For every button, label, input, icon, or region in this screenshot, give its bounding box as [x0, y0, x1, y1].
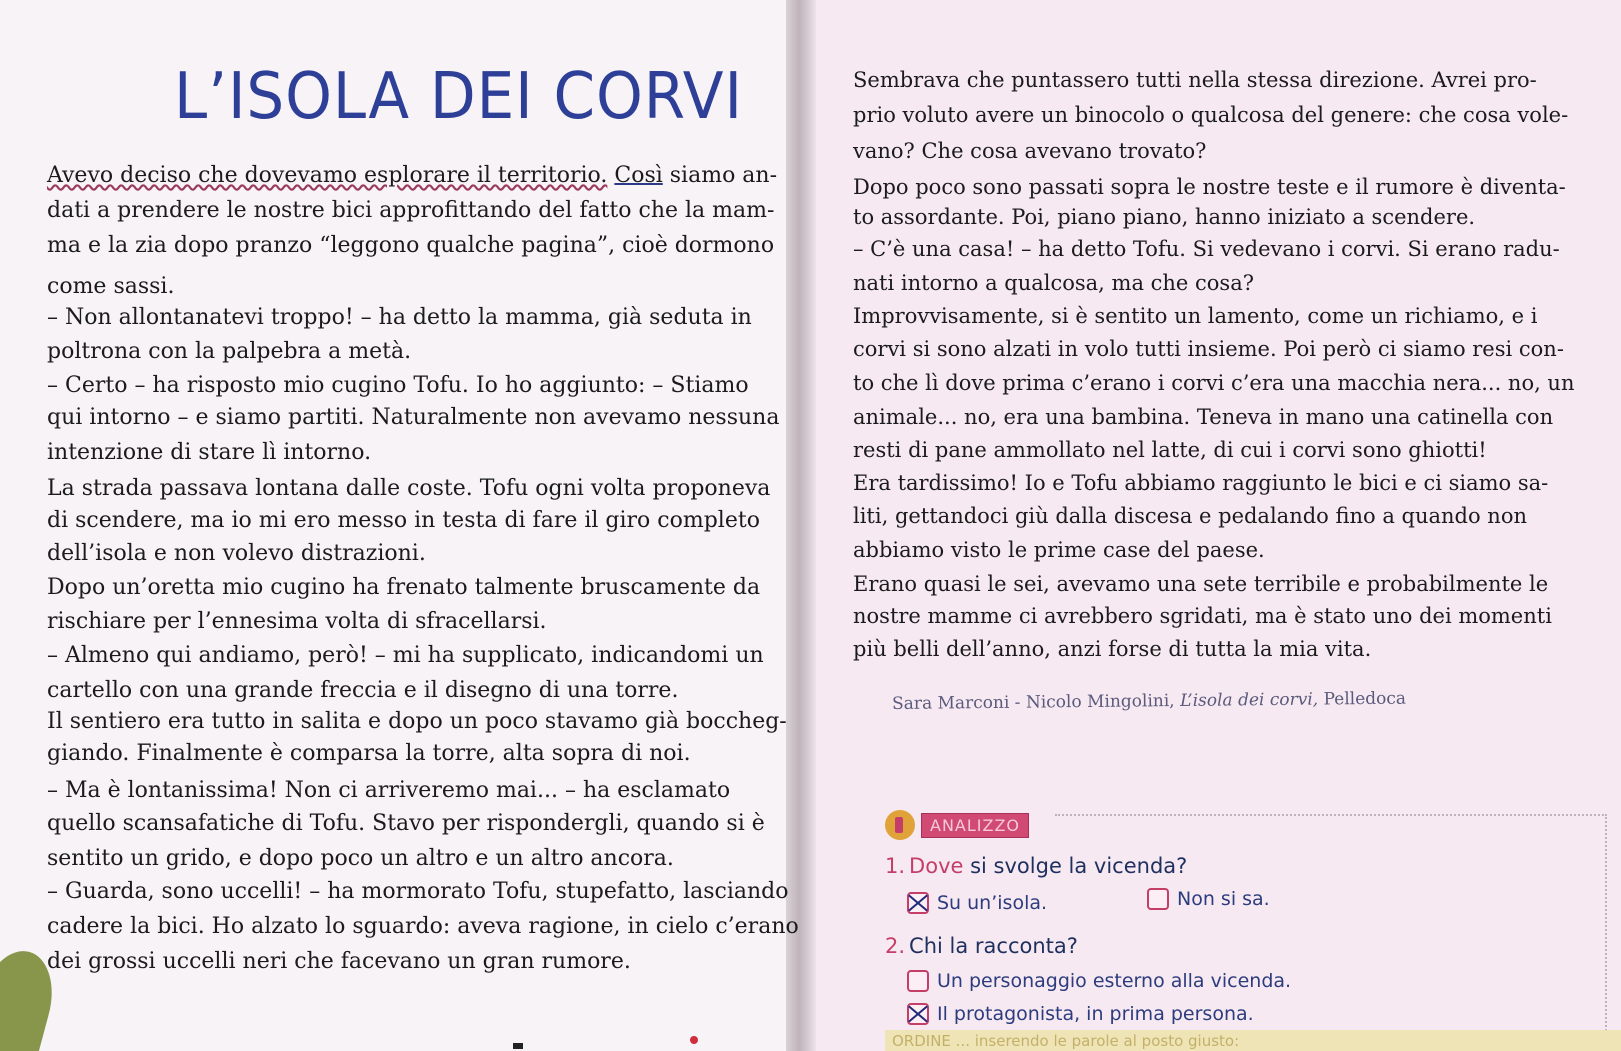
underlined-sentence: Avevo deciso che dovevamo esplorare il territorio. [47, 163, 608, 188]
text-line: dei grossi uccelli neri che facevano un gran rumore. [47, 949, 631, 974]
text-line: poltrona con la palpebra a metà. [47, 339, 412, 364]
text-line: abbiamo visto le prime case del paese. [853, 538, 1265, 562]
text-line: ma e la zia dopo pranzo “leggono qualche pagina”, cioè dormono [47, 233, 775, 258]
text-line: to che lì dove prima c’erano i corvi c’era una macchia nera... no, un [853, 371, 1575, 395]
text-line: nostre mamme ci avrebbero sgridati, ma è stato uno dei momenti [853, 604, 1552, 628]
text-line: La strada passava lontana dalle coste. Tofu ogni volta proponeva [47, 476, 771, 501]
text-line: liti, gettandoci giù dalla discesa e pedalando fino a quando non [853, 504, 1527, 528]
text-line: Sembrava che puntassero tutti nella stessa direzione. Avrei pro- [853, 68, 1537, 92]
text-line: vano? Che cosa avevano trovato? [853, 139, 1207, 163]
ink-mark [513, 1043, 523, 1049]
exercise-box [885, 810, 1615, 1051]
checked-checkbox-icon[interactable] [907, 1003, 929, 1025]
ink-dot [690, 1036, 698, 1044]
text-line: – C’è una casa! – ha detto Tofu. Si vedevano i corvi. Si erano radu- [853, 237, 1560, 261]
checkbox-icon[interactable] [907, 970, 929, 992]
question-1: 1. Dove si svolge la vicenda? [885, 854, 1188, 878]
text-line: – Ma è lontanissima! Non ci arriveremo mai... – ha esclamato [47, 778, 731, 803]
text-line: Era tardissimo! Io e Tofu abbiamo raggiunto le bici e ci siamo sa- [853, 471, 1549, 495]
text-line: Il sentiero era tutto in salita e dopo un poco stavamo già boccheg- [47, 709, 787, 734]
marked-word: Così [614, 163, 663, 188]
text-line: Avevo deciso che dovevamo esplorare il territorio. Così siamo an- [47, 163, 778, 188]
text-line: animale... no, era una bambina. Teneva in mano una catinella con [853, 405, 1554, 429]
source-book-title: L’isola dei corvi, [1179, 689, 1319, 711]
q1-option-island[interactable]: Su un’isola. [907, 892, 1047, 914]
text-line: Dopo un’oretta mio cugino ha frenato talmente bruscamente da [47, 575, 761, 600]
text-line: resti di pane ammollato nel latte, di cui i corvi sono ghiotti! [853, 438, 1487, 462]
source-publisher: Pelledoca [1323, 688, 1407, 710]
text-line: – Guarda, sono uccelli! – ha mormorato Tofu, stupefatto, lasciando [47, 879, 789, 904]
text-line: di scendere, ma io mi ero messo in testa di fare il giro completo [47, 508, 760, 533]
text-line: – Almeno qui andiamo, però! – mi ha supplicato, indicandomi un [47, 643, 764, 668]
text-line: quello scansafatiche di Tofu. Stavo per rispondergli, quando si è [47, 811, 765, 836]
story-title: L’ISOLA DEI CORVI [174, 60, 743, 134]
q2-option-protagonist[interactable]: Il protagonista, in prima persona. [907, 1003, 1254, 1025]
text-line: cadere la bici. Ho alzato lo sguardo: aveva ragione, in cielo c’erano [47, 914, 799, 939]
text-line: più belli dell’anno, anzi forse di tutta la mia vita. [853, 637, 1372, 661]
text-line: cartello con una grande freccia e il disegno di una torre. [47, 678, 679, 703]
text-line: qui intorno – e siamo partiti. Naturalmente non avevamo nessuna [47, 405, 780, 430]
q1-option-unknown[interactable]: Non si sa. [1147, 888, 1270, 910]
text-line: dell’isola e non volevo distrazioni. [47, 541, 426, 566]
badge-label: ANALIZZO [921, 813, 1029, 838]
badge-icon [885, 810, 915, 840]
text-line: corvi si sono alzati in volo tutti insieme. Poi però ci siamo resi con- [853, 337, 1564, 361]
text-line: dati a prendere le nostre bici approfittando del fatto che la mam- [47, 198, 775, 223]
source-authors: Sara Marconi - Nicolo Mingolini, [892, 691, 1175, 714]
text-line: come sassi. [47, 274, 175, 299]
question-2: 2. Chi la racconta? [885, 934, 1078, 958]
footer-instruction: ORDINE ... inserendo le parole al posto giusto: [892, 1032, 1240, 1050]
q2-option-external[interactable]: Un personaggio esterno alla vicenda. [907, 970, 1291, 992]
text-line: Improvvisamente, si è sentito un lamento, come un richiamo, e i [853, 304, 1538, 328]
text-line: – Non allontanatevi troppo! – ha detto la mamma, già seduta in [47, 305, 752, 330]
text-line: Erano quasi le sei, avevamo una sete terribile e probabilmente le [853, 572, 1549, 596]
checked-checkbox-icon[interactable] [907, 892, 929, 914]
text-line: Dopo poco sono passati sopra le nostre teste e il rumore è diventa- [853, 175, 1566, 199]
text-line: – Certo – ha risposto mio cugino Tofu. Io ho aggiunto: – Stiamo [47, 373, 749, 398]
text-line: sentito un grido, e dopo poco un altro e un altro ancora. [47, 846, 674, 871]
checkbox-icon[interactable] [1147, 888, 1169, 910]
question-keyword: Dove [909, 854, 964, 878]
text-line: to assordante. Poi, piano piano, hanno iniziato a scendere. [853, 205, 1476, 229]
text-line: rischiare per l’ennesima volta di sfracellarsi. [47, 609, 547, 634]
text-line: intenzione di stare lì intorno. [47, 440, 372, 465]
book-gutter [786, 0, 816, 1051]
text-line: nati intorno a qualcosa, ma che cosa? [853, 271, 1254, 295]
text-line: giando. Finalmente è comparsa la torre, alta sopra di noi. [47, 741, 691, 766]
text-line: prio voluto avere un binocolo o qualcosa del genere: che cosa vole- [853, 103, 1569, 127]
analizzo-badge [885, 810, 1029, 840]
